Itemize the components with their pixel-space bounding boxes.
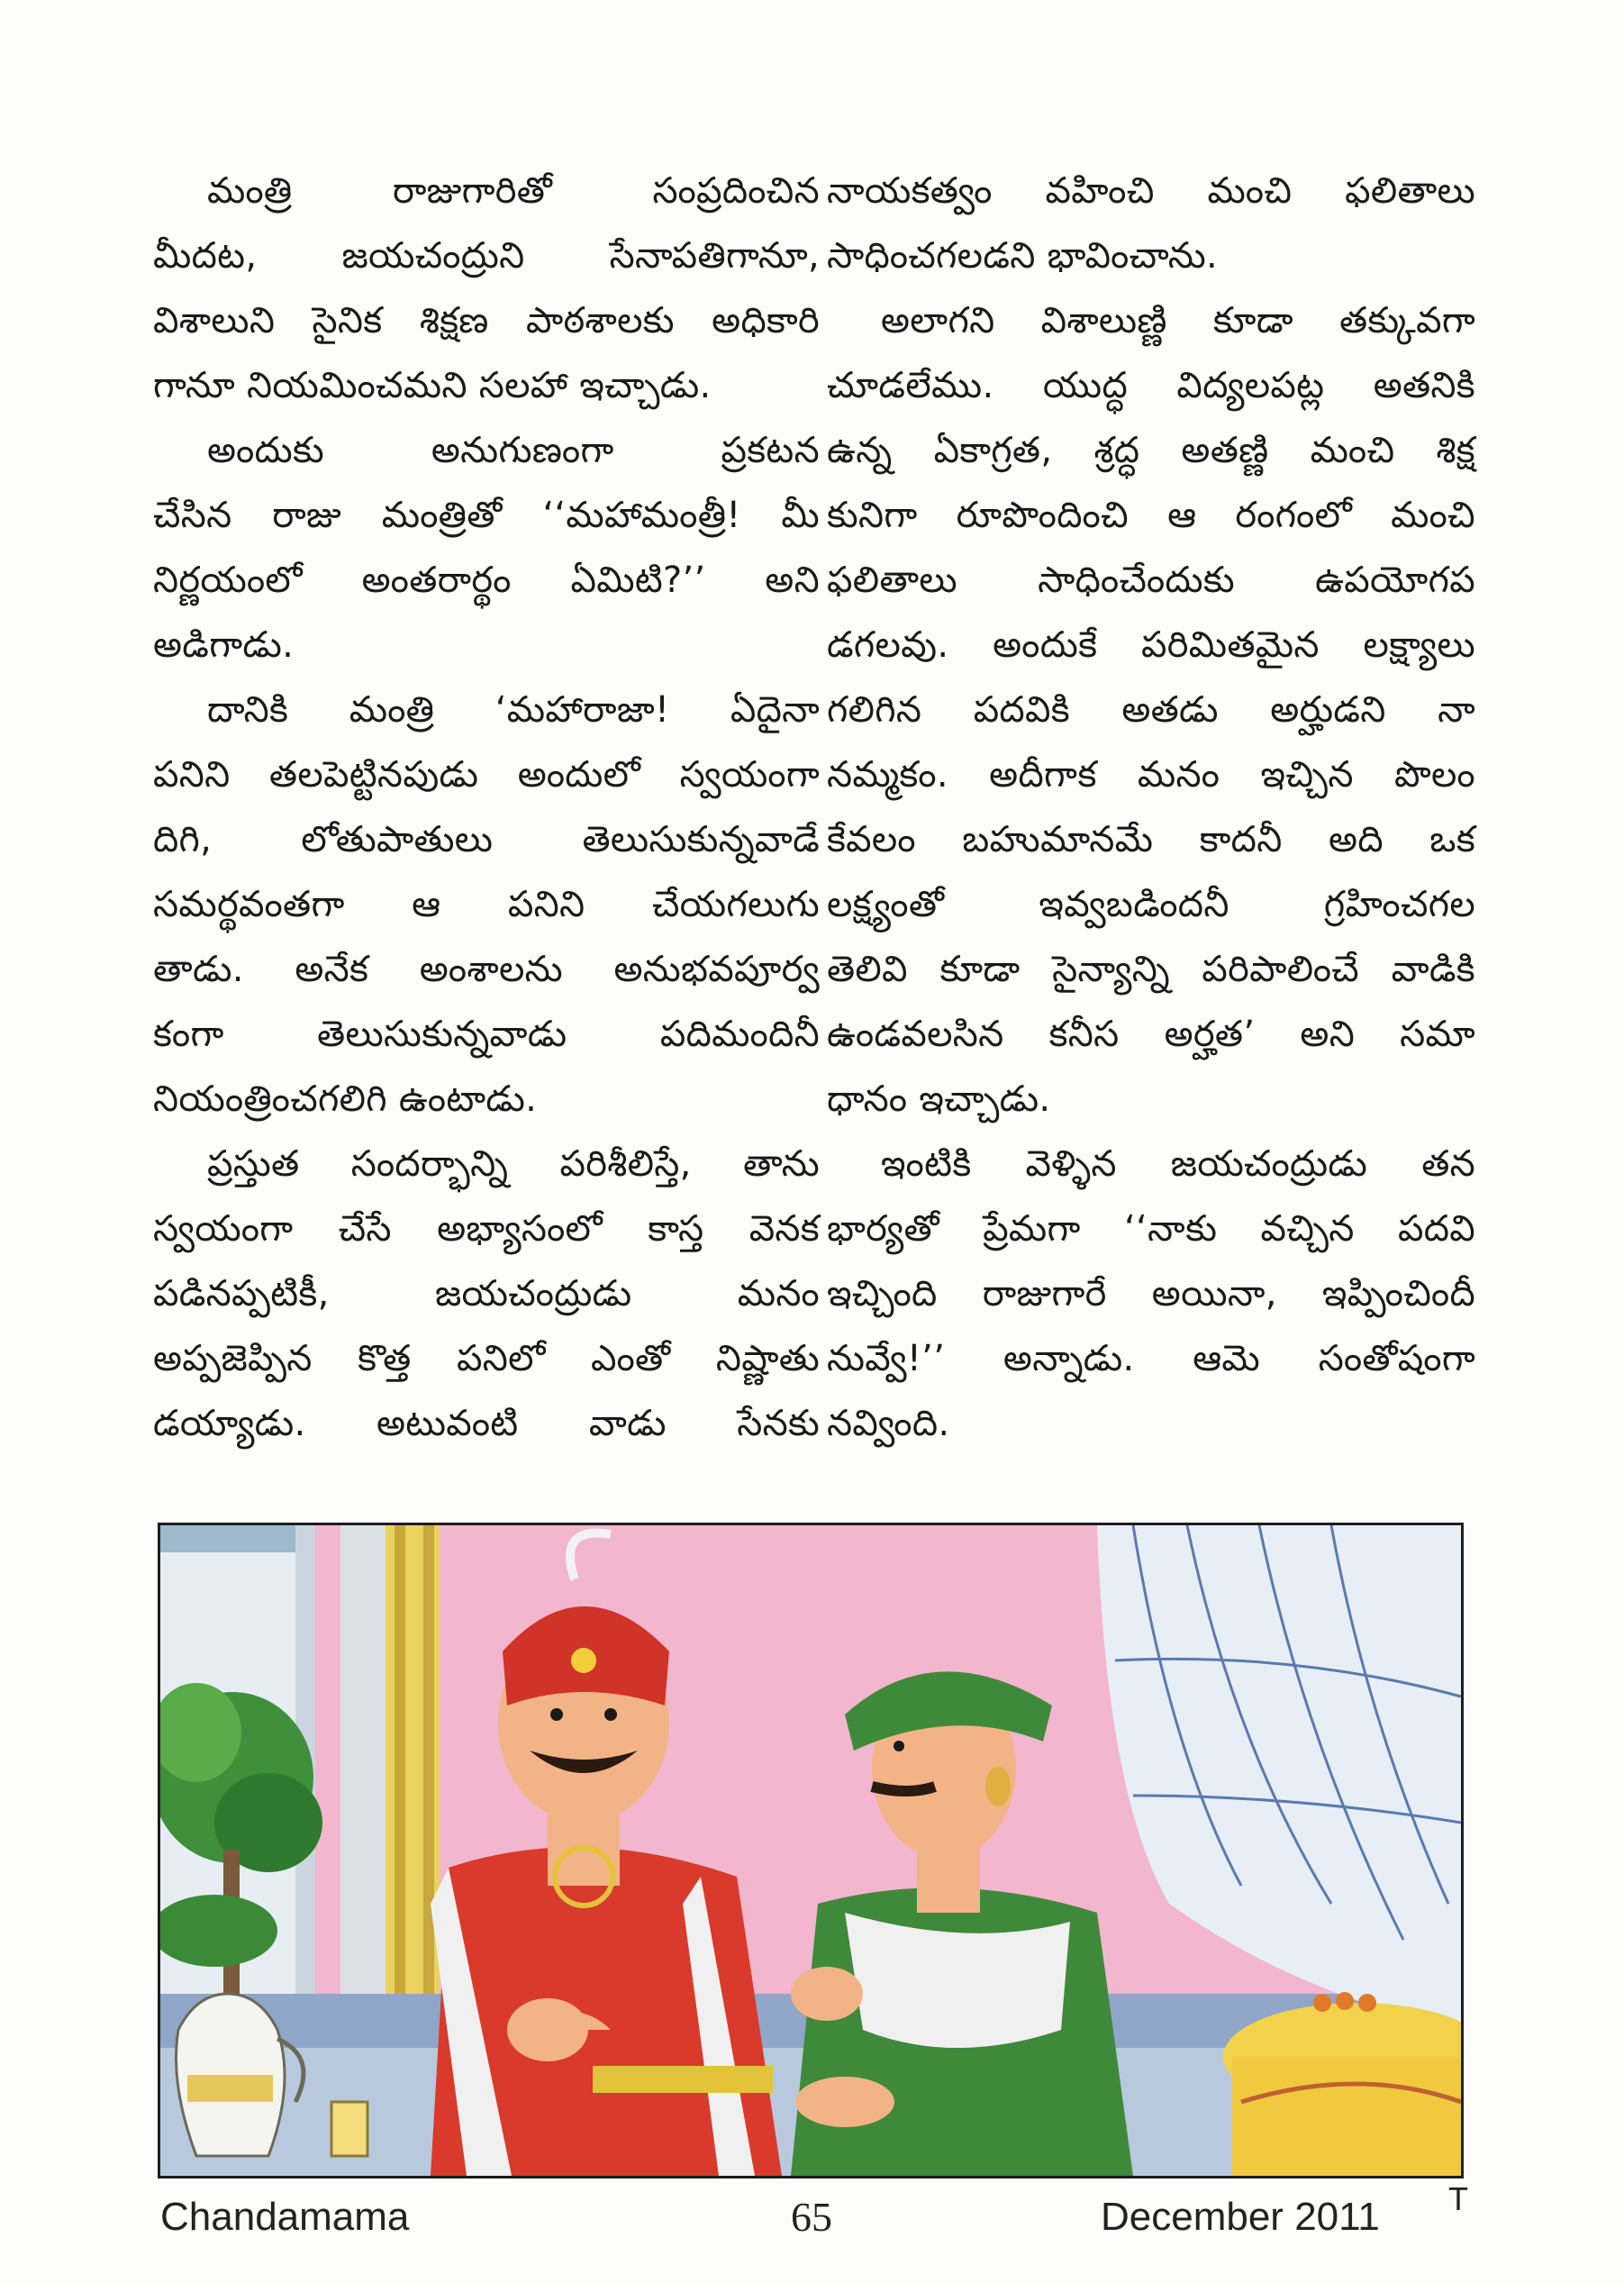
gold-pillar xyxy=(340,1525,440,2030)
text-line: భార్యతో ప్రేమగా ‘‘నాకు వచ్చిన పదవి xyxy=(827,1208,1475,1250)
text-line: కునిగా రూపొందించి ఆ రంగంలో మంచి xyxy=(827,495,1475,536)
text-line: అందుకు అనుగుణంగా ప్రకటన xyxy=(207,430,820,471)
text-line: దానికి మంత్రి ‘మహారాజా! ఏదైనా xyxy=(207,689,820,731)
text-line: దిగి, లోతుపాతులు తెలుసుకున్నవాడే xyxy=(153,819,820,860)
text-line: ఉండవలసిన కనీస అర్హత’ అని సమా xyxy=(827,1014,1475,1055)
text-line: నియంత్రించగలిగి ఉంటాడు. xyxy=(153,1078,538,1120)
text-line: తాడు. అనేక అంశాలను అనుభవపూర్వ xyxy=(153,949,820,990)
text-line: తెలివి కూడా సైన్యాన్ని పరిపాలించే వాడికి xyxy=(827,949,1475,990)
issue-date: December 2011 xyxy=(1101,2195,1380,2239)
text-line: అప్పజెప్పిన కొత్త పనిలో ఎంతో నిష్ణాతు xyxy=(153,1338,820,1379)
text-line: విశాలుని సైనిక శిక్షణ పాఠశాలకు అధికారి xyxy=(153,300,820,341)
text-line: సాధించగలడని భావించాను. xyxy=(827,235,1219,277)
text-line: ఇంటికి వెళ్ళిన జయచంద్రుడు తన xyxy=(881,1143,1475,1185)
text-line: స్వయంగా చేసే అభ్యాసంలో కాస్త వెనక xyxy=(153,1208,820,1250)
glass xyxy=(331,2102,367,2156)
text-line: ప్రస్తుత సందర్భాన్ని పరిశీలిస్తే, తాను xyxy=(207,1143,820,1185)
text-line: అడిగాడు. xyxy=(153,624,295,666)
left-text-column xyxy=(153,159,820,1456)
text-line: నమ్మకం. అదీగాక మనం ఇచ్చిన పొలం xyxy=(827,754,1475,796)
text-line: ధానం ఇచ్చాడు. xyxy=(827,1078,1051,1120)
text-line: నాయకత్వం వహించి మంచి ఫలితాలు xyxy=(827,170,1475,212)
right-text-column xyxy=(827,159,1475,1456)
text-line: గానూ నియమించమని సలహా ఇచ్చాడు. xyxy=(153,365,712,406)
text-line: కేవలం బహుమానమే కాదనీ అది ఒక xyxy=(827,819,1475,860)
text-line: చేసిన రాజు మంత్రితో ‘‘మహామంత్రీ! మీ xyxy=(153,495,820,536)
text-line: పడినప్పటికీ, జయచంద్రుడు మనం xyxy=(153,1273,820,1314)
text-line: ఇచ్చింది రాజుగారే అయినా, ఇప్పించిందీ xyxy=(827,1273,1475,1314)
text-line: పనిని తలపెట్టినపుడు అందులో స్వయంగా xyxy=(153,754,820,796)
text-line: నువ్వే!’’ అన్నాడు. ఆమె సంతోషంగా xyxy=(827,1338,1475,1379)
corner-mark: T xyxy=(1448,2180,1468,2217)
text-line: నిర్ణయంలో అంతరార్థం ఏమిటి?’’ అని xyxy=(153,559,820,601)
text-line: డయ్యాడు. అటువంటి వాడు సేనకు xyxy=(153,1403,820,1444)
text-line: చూడలేము. యుద్ధ విద్యలపట్ల అతనికి xyxy=(827,365,1475,406)
text-line: నవ్వింది. xyxy=(827,1403,950,1444)
text-line: అలాగని విశాలుణ్ణి కూడా తక్కువగా xyxy=(881,300,1475,341)
text-line: కంగా తెలుసుకున్నవాడు పదిమందినీ xyxy=(153,1014,820,1055)
story-illustration xyxy=(158,1523,1464,2178)
text-line: మంత్రి రాజుగారితో సంప్రదించిన xyxy=(207,170,820,212)
text-line: లక్ష్యంతో ఇవ్వబడిందనీ గ్రహించగల xyxy=(827,884,1475,925)
text-line: సమర్థవంతగా ఆ పనిని చేయగలుగు xyxy=(153,884,820,925)
page-number: 65 xyxy=(791,2194,832,2240)
text-line: గలిగిన పదవికి అతడు అర్హుడని నా xyxy=(827,689,1475,731)
text-line: ఫలితాలు సాధించేందుకు ఉపయోగప xyxy=(827,559,1475,601)
magazine-name: Chandamama xyxy=(160,2195,410,2239)
text-line: డగలవు. అందుకే పరిమితమైన లక్ష్యాలు xyxy=(827,624,1475,666)
text-line: ఉన్న ఏకాగ్రత, శ్రద్ధ అతణ్ణి మంచి శిక్ష xyxy=(827,430,1475,471)
text-line: మీదట, జయచంద్రుని సేనాపతిగానూ, xyxy=(153,235,820,277)
